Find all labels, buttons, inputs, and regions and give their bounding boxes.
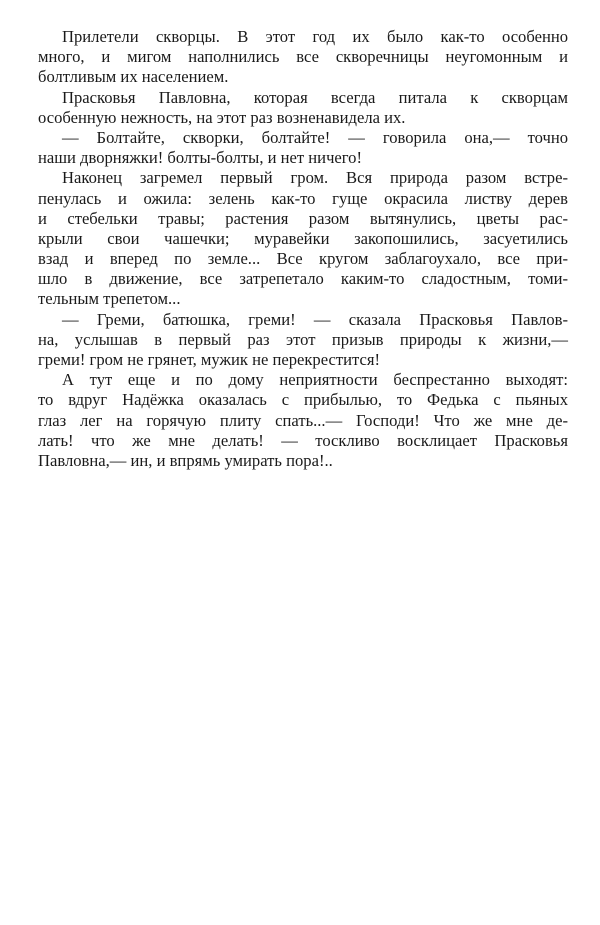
text-line: А тут еще и по дому неприятности беспрестанно выходят: [62, 370, 568, 390]
text-line: — Болтайте, скворки, болтайте! — говорила она,— точно [62, 127, 568, 147]
text-line: взад и вперед по земле... Все кругом заблагоухало, все при- [38, 249, 568, 269]
text-line: Прасковья Павловна, которая всегда питала к скворцам [62, 87, 568, 107]
text-line: — Греми, батюшка, греми! — сказала Прасковья Павлов- [62, 309, 568, 329]
paragraph [38, 168, 568, 309]
text-line: особенную нежность, на этот раз возненавидела их. [38, 107, 406, 127]
paragraph [38, 310, 568, 371]
text-line: Наконец загремел первый гром. Вся природа разом встре- [62, 168, 568, 188]
text-line: тельным трепетом... [38, 289, 181, 309]
text-line: то вдруг Надёжка оказалась с прибылью, то Федька с пьяных [38, 390, 568, 410]
paragraph [38, 370, 568, 471]
text-line: Павловна,— ин, и впрямь умирать пора!.. [38, 450, 333, 470]
text-line: Прилетели скворцы. В этот год их было как-то особенно [62, 27, 568, 46]
text-line: лать! что же мне делать! — тоскливо восклицает Прасковья [38, 430, 568, 450]
text-line: на, услышав в первый раз этот призыв природы к жизни,— [38, 329, 568, 349]
text-line: греми! гром не грянет, мужик не перекрестится! [38, 350, 380, 369]
text-line: пенулась и ожила: зелень как-то гуще окрасила листву дерев [38, 188, 568, 208]
text-line: много, и мигом наполнились все скворечницы неугомонным и [38, 47, 568, 67]
text-line: болтливым их населением. [38, 67, 229, 87]
text-line: шло в движение, все затрепетало каким-то сладостным, томи- [38, 269, 568, 289]
paragraph [38, 128, 568, 168]
text-line: наши дворняжки! болты-болты, и нет ничего! [38, 148, 362, 168]
paragraph [38, 88, 568, 128]
paragraph [38, 27, 568, 88]
text-line: и стебельки травы; растения разом вытянулись, цветы рас- [38, 208, 568, 228]
text-line: глаз лег на горячую плиту спать...— Господи! Что же мне де- [38, 410, 568, 430]
text-line: крыли свои чашечки; муравейки закопошились, засуетились [38, 228, 568, 248]
document-page [38, 27, 568, 471]
